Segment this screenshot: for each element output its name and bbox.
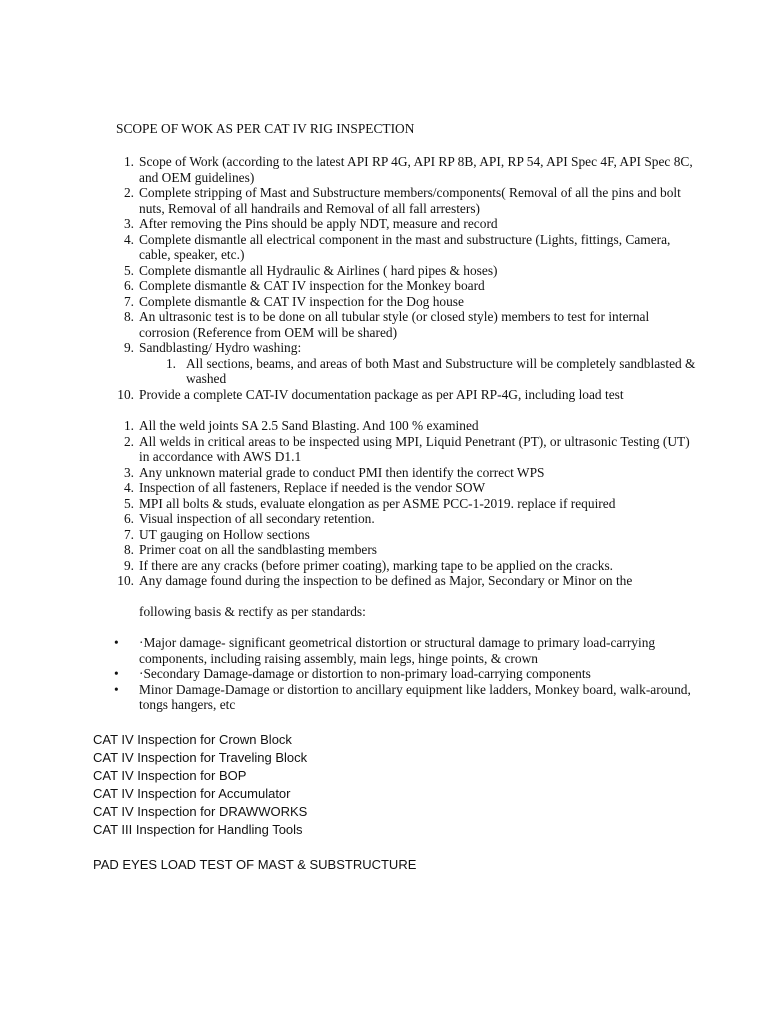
list-item: 8. Primer coat on all the sandblasting members xyxy=(123,542,377,557)
bullet-item: • ·Secondary Damage-damage or distortion to non-primary load-carrying components xyxy=(114,666,591,681)
bullet-icon: • xyxy=(114,681,119,697)
list-item: 6. Complete dismantle & CAT IV inspection for the Monkey board xyxy=(123,278,485,293)
pad-eyes-heading: PAD EYES LOAD TEST OF MAST & SUBSTRUCTURE xyxy=(93,857,417,872)
cat-line: CAT IV Inspection for Accumulator xyxy=(93,786,291,801)
list-item: 7. UT gauging on Hollow sections xyxy=(123,526,310,542)
list-item: 1. All the weld joints SA 2.5 Sand Blasting. And 100 % examined xyxy=(123,418,479,433)
cat-line: CAT IV Inspection for DRAWWORKS xyxy=(93,804,308,819)
inspection-list xyxy=(0,418,700,589)
bullet-item: • Minor Damage-Damage or distortion to ancillary equipment like ladders, Monkey board, walk-around, tongs hangers, etc xyxy=(114,681,691,712)
list-item: 5. MPI all bolts & studs, evaluate elongation as per ASME PCC-1-2019. replace if required xyxy=(123,495,616,511)
list-item: 9. If there are any cracks (before primer coating), marking tape to be applied on the cracks. xyxy=(123,557,614,573)
list-item: 3. Any unknown material grade to conduct PMI then identify the correct WPS xyxy=(123,464,545,480)
damage-bullet-list xyxy=(0,635,700,713)
list-item: 2. All welds in critical areas to be inspected using MPI, Liquid Penetrant (PT), or ultrasonic Testing (UT) in accordance with AWS D1.1 xyxy=(123,433,690,464)
list-item: 1. Scope of Work (according to the latest API RP 4G, API RP 8B, API, RP 54, API Spec 4F, API Spec 8C, and OEM guidelines) xyxy=(123,154,693,185)
document-title: SCOPE OF WOK AS PER CAT IV RIG INSPECTION xyxy=(116,121,415,136)
cat-line: CAT IV Inspection for BOP xyxy=(93,768,247,783)
cat-line: CAT IV Inspection for Crown Block xyxy=(93,732,292,747)
cat-line: CAT III Inspection for Handling Tools xyxy=(93,822,303,837)
basis-paragraph: following basis & rectify as per standards: xyxy=(139,604,366,619)
cat-inspection-list xyxy=(93,731,307,839)
bullet-icon: • xyxy=(114,635,119,650)
list-item: 9. Sandblasting/ Hydro washing: xyxy=(123,340,302,355)
list-item: 4. Complete dismantle all electrical component in the mast and substructure (Lights, fittings, Camera, cable, speaker, etc.) xyxy=(123,231,671,262)
bullet-item: • ·Major damage- significant geometrical distortion or structural damage to primary load-carrying components, including raising assembly, main legs, hinge points, & crown xyxy=(114,635,656,666)
sub-list-item: 1. All sections, beams, and areas of both Mast and Substructure will be completely sandblasted & washed xyxy=(165,355,696,386)
scope-list xyxy=(0,154,700,402)
cat-line: CAT IV Inspection for Traveling Block xyxy=(93,750,308,765)
list-item: 2. Complete stripping of Mast and Substructure members/components( Removal of all the pins and bolt nuts, Removal of all handrails and Removal of all fall arresters) xyxy=(123,185,681,216)
list-item: 10. Provide a complete CAT-IV documentation package as per API RP-4G, including load test xyxy=(117,386,624,402)
list-item: 5. Complete dismantle all Hydraulic & Airlines ( hard pipes & hoses) xyxy=(123,262,498,278)
list-item: 10. Any damage found during the inspection to be defined as Major, Secondary or Minor on the xyxy=(117,573,633,588)
list-item: 4. Inspection of all fasteners, Replace if needed is the vendor SOW xyxy=(123,480,486,495)
list-item: 8. An ultrasonic test is to be done on all tubular style (or closed style) members to test for internal corrosion (Reference from OEM will be shared) xyxy=(123,309,650,340)
bullet-icon: • xyxy=(114,666,119,681)
list-item: 3. After removing the Pins should be apply NDT, measure and record xyxy=(123,216,498,231)
list-item: 7. Complete dismantle & CAT IV inspection for the Dog house xyxy=(123,293,464,309)
list-item: 6. Visual inspection of all secondary retention. xyxy=(123,511,375,526)
